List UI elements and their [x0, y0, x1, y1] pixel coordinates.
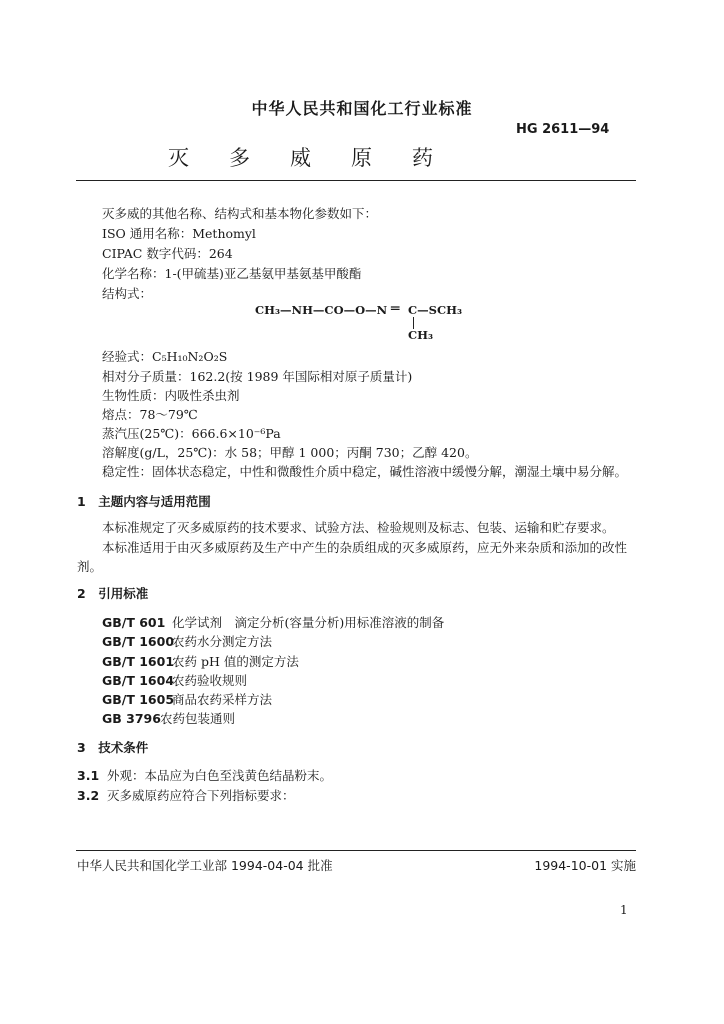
cipac-code: CIPAC 数字代码：264: [102, 246, 233, 261]
stability: 稳定性：固体状态稳定，中性和微酸性介质中稳定，碱性溶液中缓慢分解，潮湿土壤中易分解。: [102, 464, 628, 479]
reference-code: GB/T 1601: [102, 654, 175, 669]
footer-rule: [76, 850, 636, 851]
molecular-mass: 相对分子质量：162.2(按 1989 年国际相对原子质量计): [102, 369, 413, 384]
structure-label: 结构式：: [102, 286, 153, 301]
reference-title: 农药包装通则: [160, 711, 236, 726]
clause-number: 3.1: [77, 768, 100, 783]
standard-title: 中华人民共和国化工行业标准: [251, 99, 473, 118]
empirical-formula: 经验式：C₅H₁₀N₂O₂S: [102, 349, 228, 364]
reference-title: 化学试剂 滴定分析(容量分析)用标准溶液的制备: [172, 615, 445, 630]
reference-item: [102, 613, 444, 632]
clause-text: 灭多威原药应符合下列指标要求：: [107, 788, 295, 803]
reference-code: GB/T 1600: [102, 634, 175, 649]
reference-code: GB/T 601: [102, 615, 166, 630]
reference-item: [102, 652, 299, 671]
reference-code: GB/T 1604: [102, 673, 175, 688]
reference-item: [102, 709, 235, 728]
melting-point: 熔点：78～79℃: [102, 407, 198, 422]
clause-3-2: [77, 786, 295, 805]
approval-line: 中华人民共和国化学工业部 1994-04-04 批准: [77, 858, 333, 873]
reference-item: [102, 632, 272, 651]
header-rule: [76, 180, 636, 181]
reference-title: 商品农药采样方法: [172, 692, 273, 707]
document-title: 灭多威原药: [168, 146, 473, 170]
formula-branch: CH₃: [408, 328, 434, 342]
clause-text: 外观：本品应为白色至浅黄色结晶粉末。: [107, 768, 333, 783]
iso-name: ISO 通用名称：Methomyl: [102, 226, 256, 241]
section-1-heading: 1 主题内容与适用范围: [77, 494, 211, 509]
section-1-paragraph-2-cont: 剂。: [77, 559, 103, 574]
formula-part-2: C—SCH₃: [408, 303, 463, 317]
section-3-heading: 3 技术条件: [77, 740, 149, 755]
standard-code: HG 2611—94: [516, 122, 610, 137]
reference-title: 农药验收规则: [172, 673, 248, 688]
section-1-paragraph-2: 本标准适用于由灭多威原药及生产中产生的杂质组成的灭多威原药，应无外来杂质和添加的改性: [102, 540, 628, 555]
reference-item: [102, 690, 272, 709]
page-number: 1: [620, 903, 628, 917]
vapor-pressure: 蒸汽压(25℃)：666.6×10⁻⁶Pa: [102, 426, 281, 441]
section-2-heading: 2 引用标准: [77, 586, 149, 601]
solubility: 溶解度(g/L，25℃)：水 58；甲醇 1 000；丙酮 730；乙醇 420。: [102, 445, 478, 460]
reference-title: 农药水分测定方法: [172, 634, 273, 649]
formula-double-bond: ═: [391, 301, 400, 317]
formula-part-1: CH₃—NH—CO—O—N: [255, 303, 388, 317]
chemical-name: 化学名称：1-(甲硫基)亚乙基氨甲基氨基甲酸酯: [102, 266, 362, 281]
reference-title: 农药 pH 值的测定方法: [172, 654, 299, 669]
effective-date: 1994-10-01 实施: [534, 858, 636, 873]
reference-code: GB 3796: [102, 711, 161, 726]
reference-code: GB/T 1605: [102, 692, 175, 707]
section-1-paragraph-1: 本标准规定了灭多威原药的技术要求、试验方法、检验规则及标志、包装、运输和贮存要求。: [102, 520, 615, 535]
intro-lead: 灭多威的其他名称、结构式和基本物化参数如下：: [102, 206, 378, 221]
clause-number: 3.2: [77, 788, 100, 803]
biological-property: 生物性质：内吸性杀虫剂: [102, 388, 240, 403]
reference-item: [102, 671, 247, 690]
clause-3-1: [77, 766, 332, 785]
